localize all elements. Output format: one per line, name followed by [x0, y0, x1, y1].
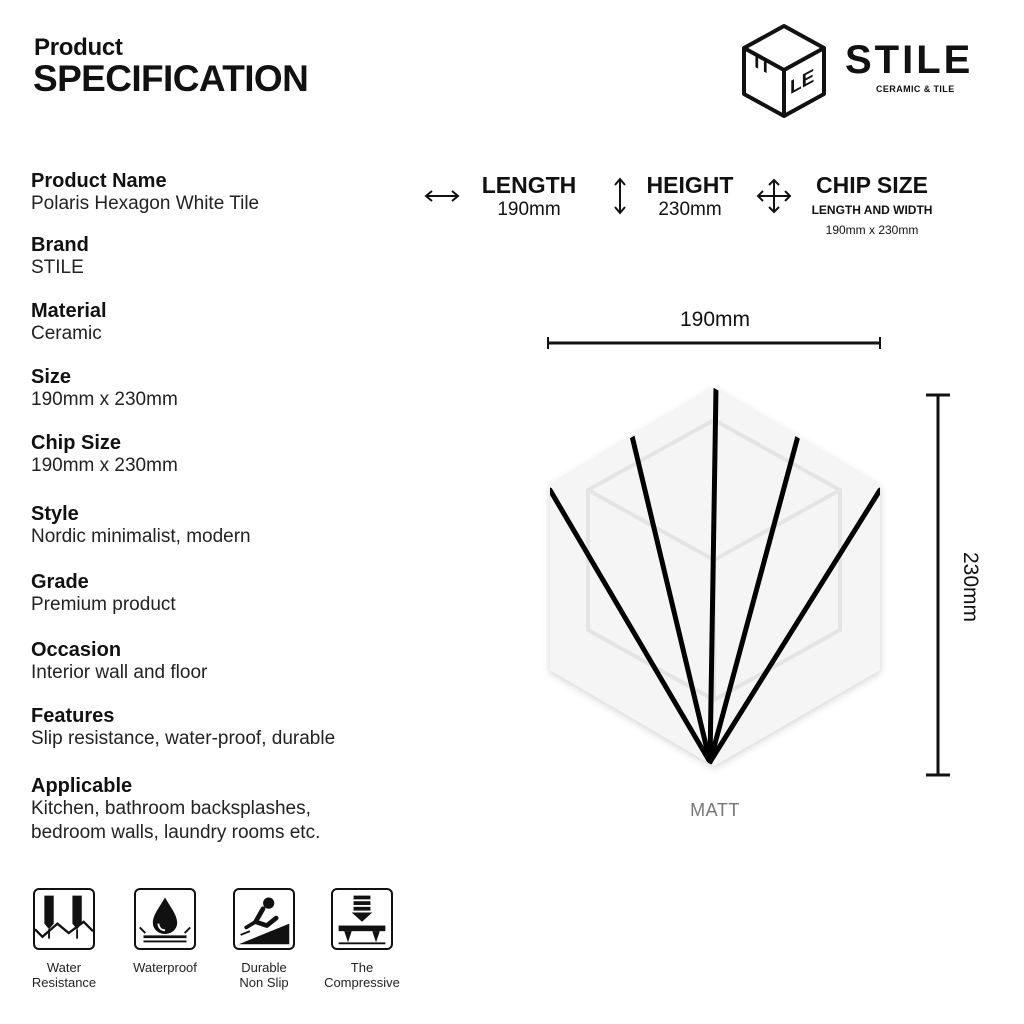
spec-item-material [31, 300, 441, 346]
tile-diagram [530, 300, 990, 800]
waterproof-icon [134, 888, 196, 950]
dimension-length-title: LENGTH [481, 172, 577, 198]
spec-label: Material [31, 300, 107, 322]
four-way-arrow-icon [754, 176, 794, 216]
brand-tagline: CERAMIC & TILE [876, 84, 955, 94]
non-slip-icon [233, 888, 295, 950]
spec-label: Size [31, 366, 72, 388]
header-title-small: Product [34, 34, 123, 61]
spec-item-product-name [31, 170, 441, 216]
dimension-chip-title: CHIP SIZE [815, 172, 929, 198]
feature-waterproof [117, 888, 213, 975]
dimension-height-value: 230mm [658, 199, 722, 220]
spec-value: Slip resistance, water-proof, durable [31, 728, 336, 749]
spec-item-features [31, 705, 441, 751]
spec-value: Interior wall and floor [31, 662, 208, 683]
spec-value: Kitchen, bathroom backsplashes, bedroom walls, laundry rooms etc. [31, 798, 321, 843]
header-title: SPECIFICATION [33, 58, 309, 99]
spec-item-grade [31, 571, 441, 617]
spec-label: Features [31, 705, 115, 727]
spec-value: Nordic minimalist, modern [31, 526, 251, 547]
spec-item-occasion [31, 639, 441, 685]
spec-value: Polaris Hexagon White Tile [31, 193, 260, 214]
spec-label: Style [31, 503, 79, 525]
dimension-height [636, 172, 744, 222]
spec-list [31, 170, 441, 845]
spec-label: Grade [31, 571, 89, 593]
dimension-chip-size [796, 172, 948, 238]
spec-label: Applicable [31, 775, 133, 797]
dimension-chip-subtitle: LENGTH AND WIDTH [811, 203, 933, 217]
water-resistance-icon [33, 888, 95, 950]
dimension-chip-value: 190mm x 230mm [825, 223, 919, 237]
logo-cube-text-left: TI [751, 48, 768, 79]
feature-label: Waterproof [133, 960, 197, 975]
dimension-height-title: HEIGHT [646, 172, 734, 198]
feature-compressive [314, 888, 410, 990]
dimension-length [468, 172, 590, 222]
feature-label: Water Resistance [31, 960, 97, 990]
spec-value: Ceramic [31, 323, 102, 344]
spec-label: Product Name [31, 170, 167, 192]
logo-cube-text-right: LE [790, 65, 815, 100]
horizontal-arrow-icon [422, 181, 462, 211]
brand-name: STILE [845, 38, 974, 82]
dimension-length-value: 190mm [497, 199, 561, 220]
diagram-width-label: 190mm [679, 308, 751, 331]
feature-label: The Compressive [324, 960, 400, 990]
spec-item-size [31, 366, 441, 412]
spec-value: STILE [31, 257, 84, 278]
diagram-height-label: 230mm [959, 551, 982, 623]
spec-item-applicable [31, 775, 441, 845]
spec-label: Occasion [31, 639, 122, 661]
finish-label: MATT [690, 800, 740, 820]
spec-item-chip-size [31, 432, 441, 478]
feature-label: Durable Non Slip [239, 960, 289, 990]
feature-non-slip [216, 888, 312, 990]
spec-item-style [31, 503, 441, 549]
spec-label: Chip Size [31, 432, 122, 454]
compressive-icon [331, 888, 393, 950]
spec-value: 190mm x 230mm [31, 455, 178, 476]
spec-value: 190mm x 230mm [31, 389, 178, 410]
spec-value: Premium product [31, 594, 176, 615]
spec-item-brand [31, 234, 441, 280]
vertical-arrow-icon [610, 176, 630, 216]
tile-cube-logo-icon [738, 22, 830, 120]
feature-water-resistance [16, 888, 112, 990]
spec-label: Brand [31, 234, 89, 256]
